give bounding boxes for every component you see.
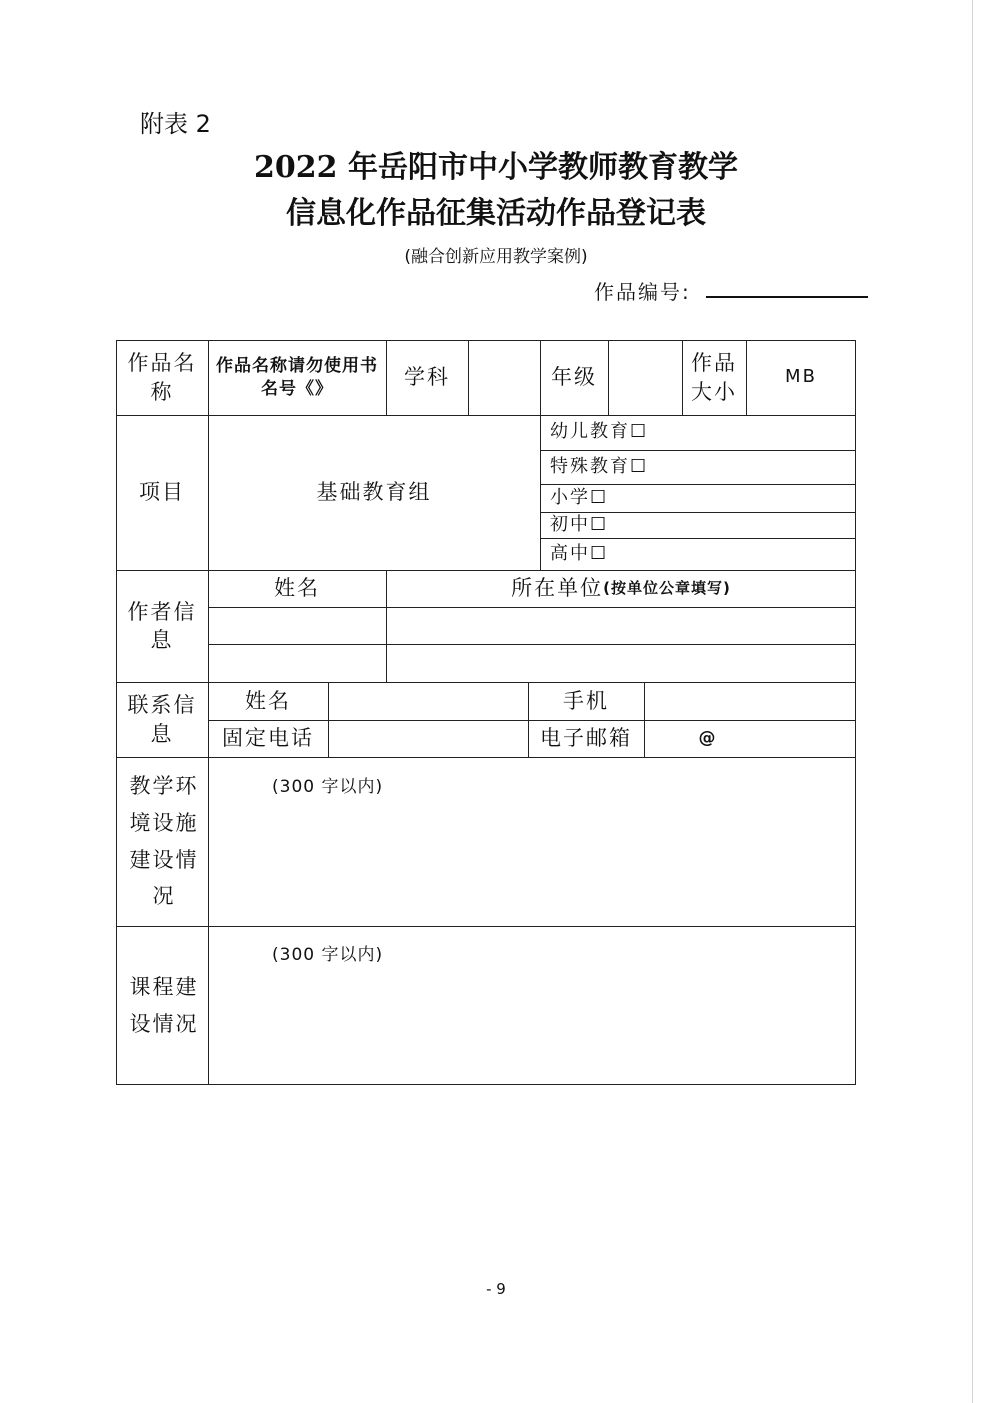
col-divider [682,340,683,415]
author-unit-header [386,570,856,607]
option-special-education[interactable]: 特殊教育☐ [550,455,649,477]
author-name-field-2[interactable] [209,645,385,681]
email-field[interactable]: @ [698,728,718,749]
author-name-header: 姓名 [274,576,320,601]
work-name-label: 作品名称 [127,351,197,404]
project-label: 项目 [139,480,185,505]
subtitle: (融合创新应用教学案例) [404,247,588,267]
environment-limit-note: (300 字以内) [272,777,384,797]
page-number: - 9 [486,1280,506,1298]
title-line-2: 信息化作品征集活动作品登记表 [286,196,706,231]
subject-field[interactable] [468,340,540,415]
annex-label: 附表 2 [140,110,211,138]
landline-label: 固定电话 [222,726,314,751]
landline-field[interactable] [329,721,527,756]
option-junior-high[interactable]: 初中☐ [550,513,609,535]
contact-name-label: 姓名 [245,688,291,713]
option-preschool[interactable]: 幼儿教育☐ [550,421,649,443]
mobile-field[interactable] [645,683,855,719]
contact-info-label: 联系信息 [127,693,197,746]
project-group: 基础教育组 [316,480,432,505]
email-label: 电子邮箱 [540,726,632,751]
author-unit-field-2[interactable] [387,645,855,681]
author-unit-label: 所在单位 [511,576,604,601]
author-name-field-1[interactable] [209,608,385,644]
serial-number-label: 作品编号: [594,280,691,304]
serial-number-field[interactable] [706,296,868,298]
subject-label: 学科 [404,365,450,390]
option-primary-school[interactable]: 小学☐ [550,486,609,508]
course-limit-note: (300 字以内) [272,945,384,965]
work-name-field[interactable]: 作品名称请勿使用书名号《》 [216,355,378,399]
work-size-label: 作品大小 [691,351,737,404]
author-info-label: 作者信息 [127,599,197,652]
work-size-field[interactable]: MB [785,366,817,388]
mobile-label: 手机 [563,688,609,713]
environment-label: 教学环境设施建设情况 [129,774,199,909]
option-senior-high[interactable]: 高中☐ [550,542,609,564]
grade-label: 年级 [551,365,597,390]
course-text-area[interactable] [209,927,855,1084]
title-line-1: 2022 年岳阳市中小学教师教育教学 [254,150,738,185]
author-unit-field-1[interactable] [387,608,855,644]
author-unit-note: (按单位公章填写) [603,579,731,598]
contact-name-field[interactable] [329,683,527,719]
environment-text-area[interactable] [209,758,855,925]
grade-field[interactable] [608,340,682,415]
course-label: 课程建设情况 [129,974,199,1036]
